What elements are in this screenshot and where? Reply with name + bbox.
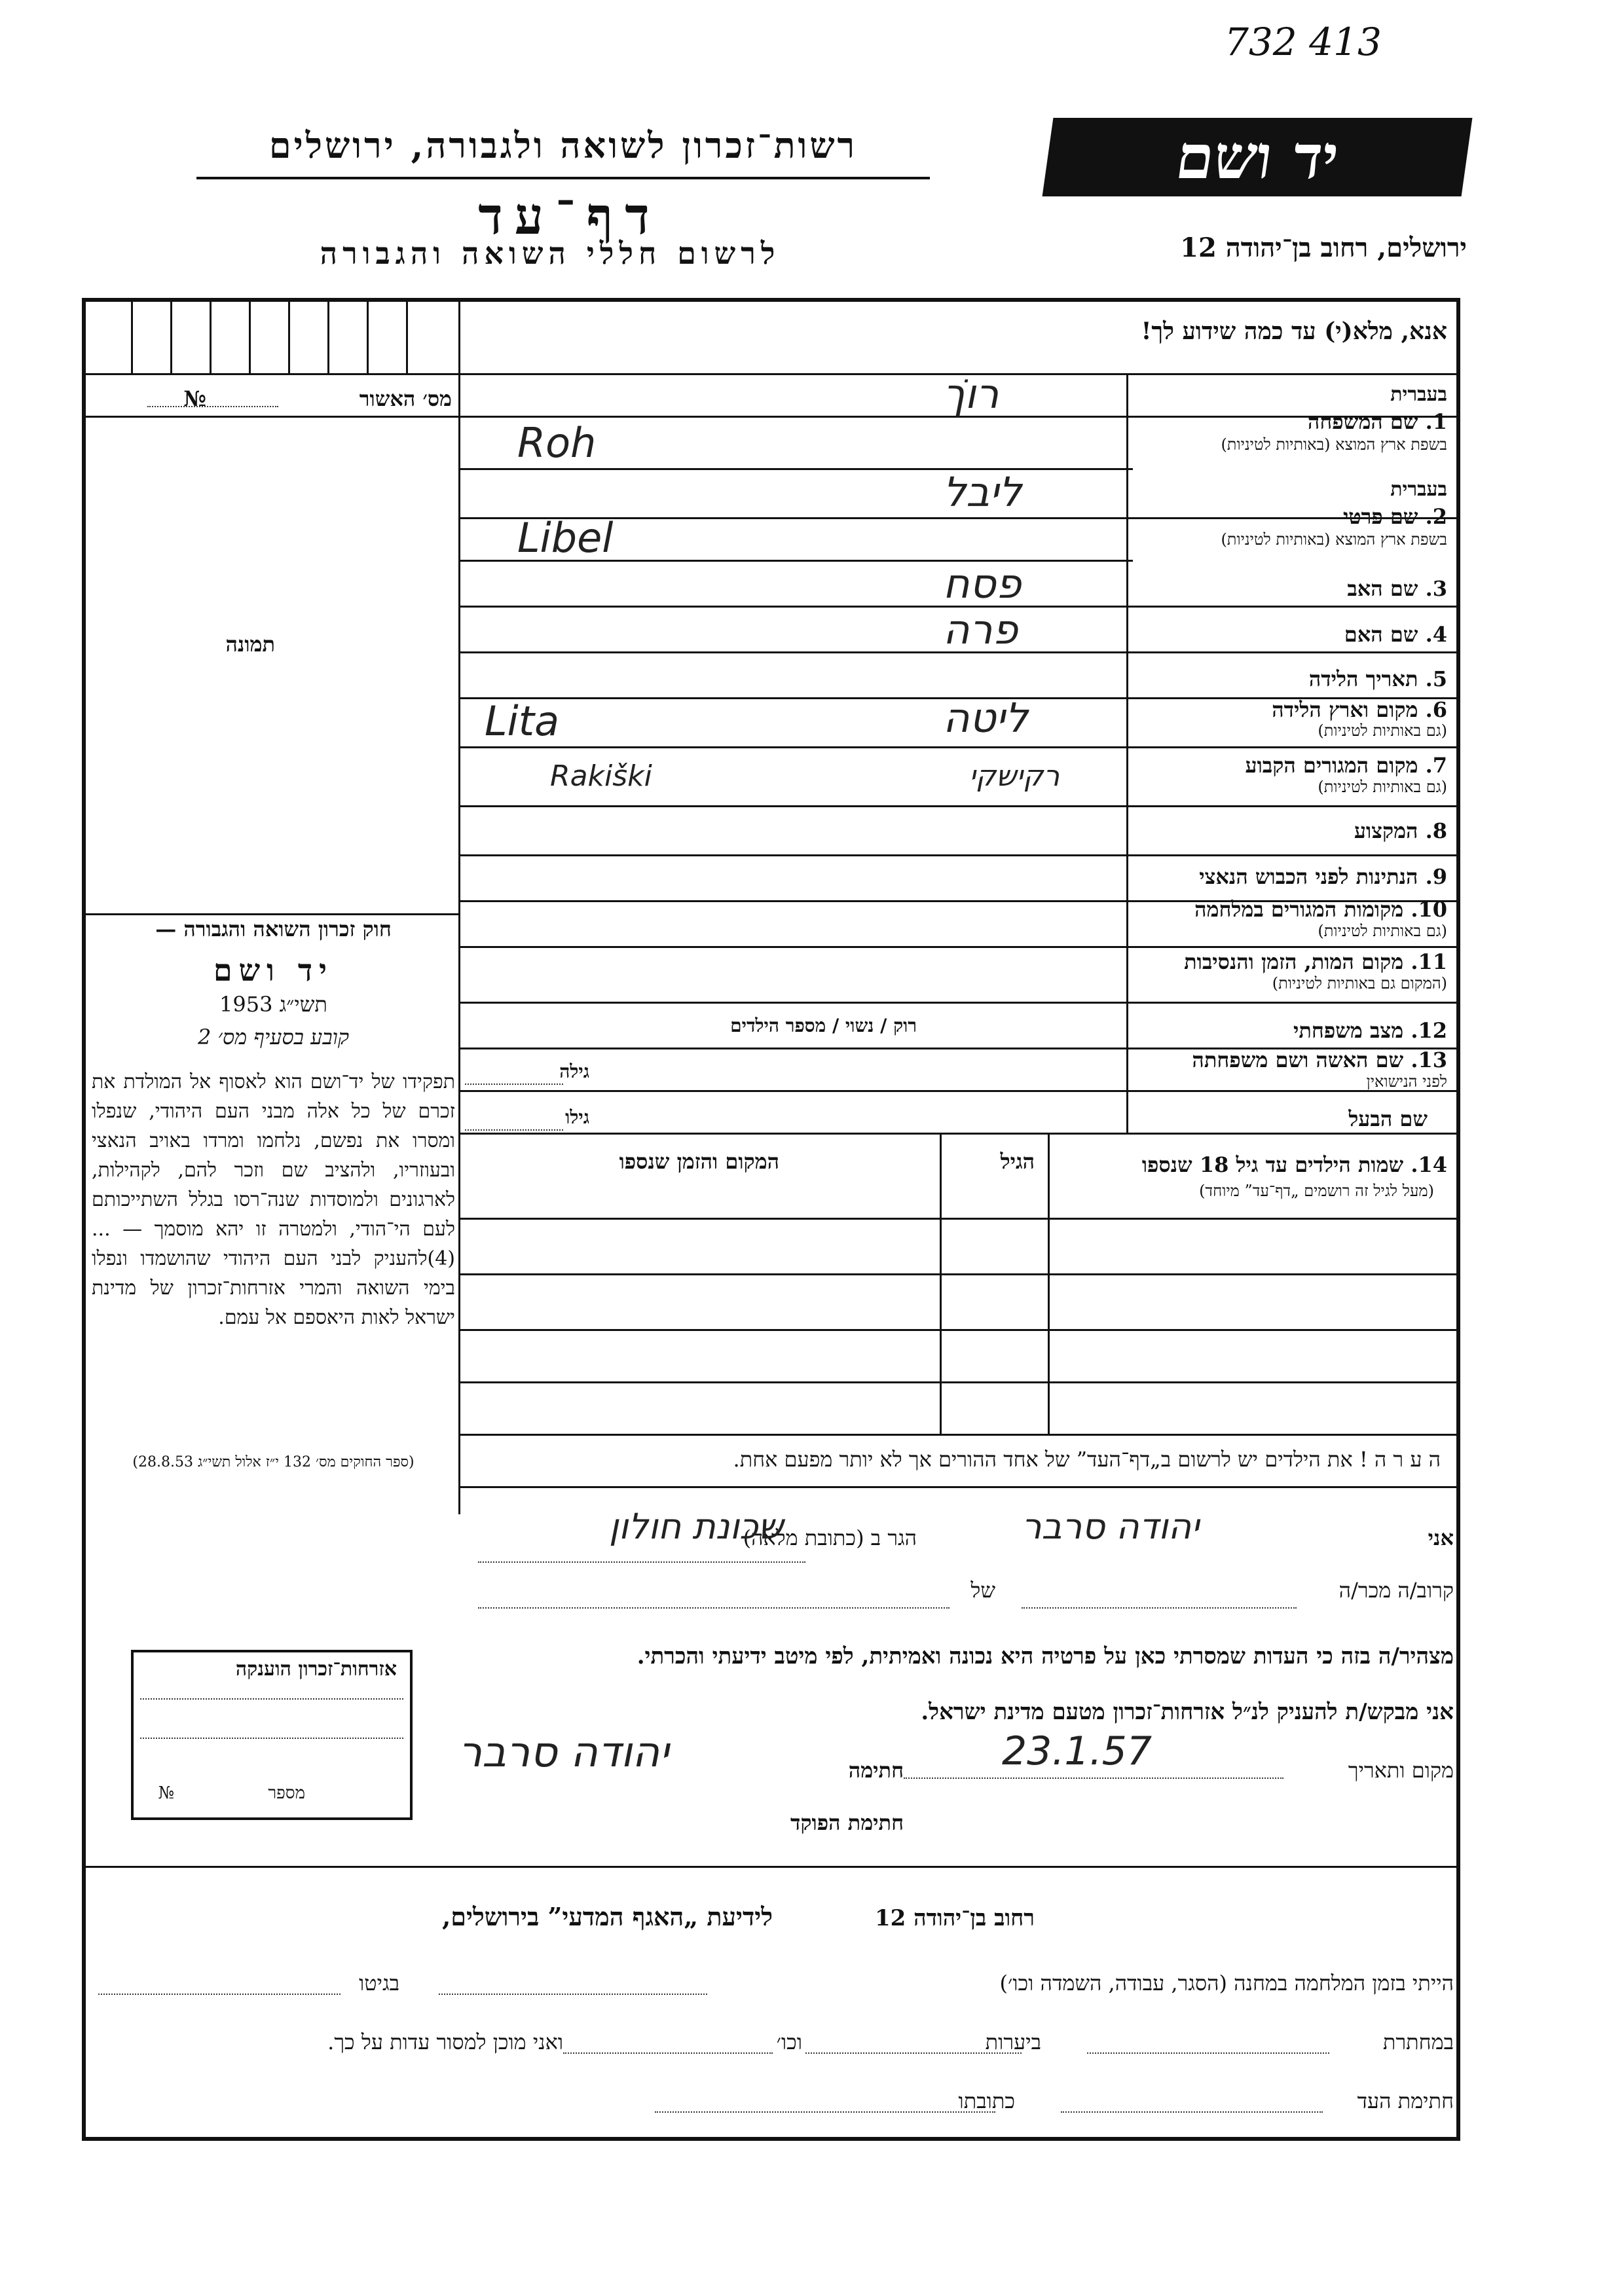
- mother-name: פרה: [943, 606, 1018, 653]
- field-13-note: לפני הנישואין: [1366, 1072, 1447, 1091]
- box-divider: [131, 300, 133, 373]
- field-2-note: בשפת ארץ המוצא (באותיות לטיניות): [1221, 530, 1447, 549]
- footer-witness-sig: חתימת העד: [1357, 2088, 1454, 2113]
- field-13-label: 13. שם האשה ושם משפחתה: [1192, 1048, 1447, 1072]
- yad-vashem-logo: יד ושם: [1043, 118, 1473, 196]
- field-4-label: 4. שם האם: [1344, 622, 1447, 647]
- field-9-label: 9. הנתינות לפני הכבוש הנאצי: [1199, 864, 1447, 889]
- marital-status-options: רוק / נשוי / מספר הילדים: [730, 1015, 917, 1036]
- instruction-text: אנא, מלא(י) עד כמה שידוע לך!: [1141, 318, 1447, 345]
- top-strip-line: [84, 373, 1458, 375]
- box-divider: [367, 300, 369, 373]
- footer-address: רחוב בן־יהודה 12: [874, 1905, 1035, 1931]
- children-note: (מעל לגיל זה רושמים „דף־עד” מיוחד): [1199, 1182, 1434, 1200]
- forests-field[interactable]: [805, 2052, 1022, 2054]
- children-label: 14. שמות הילדים עד גיל 18 שנספו: [1141, 1152, 1447, 1177]
- law-citation: (ספר החוקים מס׳ 132 י״ז אלול תשי״ג 28.8.53): [132, 1454, 415, 1470]
- row-line: [458, 746, 1460, 748]
- approval-no-label: מס׳ האשור: [359, 386, 452, 411]
- declaration-text: מצהיר/ה בזה כי העדות שמסרתי כאן על פרטיה היא נכונה ואמיתית, לפי מיטב ידיעתי והכרתי.: [637, 1643, 1454, 1669]
- firstname-hebrew: ליבל: [943, 468, 1022, 516]
- age-m-label: גילו: [565, 1106, 589, 1128]
- box-divider: [288, 300, 290, 373]
- children-age-col: הגיל: [1000, 1149, 1035, 1174]
- footer-willing: ואני מוכן למסור עדות על כך.: [327, 2030, 563, 2054]
- header-address: ירושלים, רחוב בן־יהודה 12: [1180, 232, 1467, 263]
- witness-address-field[interactable]: [655, 2111, 995, 2113]
- row-line: [458, 1133, 1460, 1135]
- row-line: [458, 805, 1460, 807]
- birthplace-hebrew: ליטה: [943, 694, 1028, 742]
- surname-latin: Roh: [517, 419, 597, 467]
- box-divider: [249, 300, 251, 373]
- reference-number: 732 413: [1225, 20, 1382, 64]
- firstname-latin: Libel: [517, 514, 614, 562]
- field-8-label: 8. המקצוע: [1354, 818, 1447, 843]
- residence-latin: Rakiški: [550, 759, 652, 793]
- children-row-line: [458, 1381, 1460, 1383]
- of-field[interactable]: [478, 1607, 950, 1609]
- footer-witness-address: כתובתו: [958, 2088, 1015, 2113]
- remark-line: [458, 1486, 1460, 1488]
- label-column-divider: [1126, 373, 1128, 1133]
- field-2-hebrew-note: בעברית: [1390, 478, 1447, 501]
- children-col-divider: [940, 1133, 942, 1434]
- children-place-col: המקום והזמן שנספו: [619, 1149, 779, 1174]
- camp-field[interactable]: [439, 1994, 707, 1995]
- box-divider: [406, 300, 408, 373]
- surname-hebrew: רוֹך: [943, 370, 999, 418]
- law-text: תפקידו של יד־ושם הוא לאסוף אל המולדת את זכרם של כל אלה מבני העם היהודי, שנפלו ומסרו את נפשם, נלחמו ומרדו באויב הנאצי ובעוזריו, ולהציב שם וזכר להם, לקהילות, לארגונים ולמוסדות שנה־רסו בגלל השתייכותם לעם הי־הודי, ולמטרה זו יהא מוסמך — ...(4)להעניק לבני העם היהודי שהושמדו ונפלו בימי השואה והמרי אזרחות־זכרון של מדינת ישראל לאות היאספם אל עמם.: [92, 1070, 455, 1329]
- father-name: פסח: [943, 560, 1022, 608]
- underground-field[interactable]: [1087, 2052, 1329, 2054]
- witness-sig-field[interactable]: [1061, 2111, 1323, 2113]
- photo-top-line: [84, 416, 458, 418]
- left-column-divider: [458, 300, 460, 1514]
- field-7-note: (גם באותיות לטיניות): [1318, 778, 1447, 796]
- age-f-field[interactable]: [465, 1084, 563, 1085]
- signature-label: חתימה: [848, 1758, 904, 1783]
- form-subtitle: לרשום חללי השואה והגבורה: [320, 236, 781, 271]
- relation-field[interactable]: [1022, 1607, 1297, 1609]
- footer-heading: לידיעת „האגף המדעי” בירושלים,: [442, 1902, 773, 1931]
- citizenship-box: [131, 1650, 413, 1820]
- law-year: תשי״ג 1953: [219, 992, 327, 1017]
- box-divider: [170, 300, 172, 373]
- place-date-field[interactable]: [904, 1777, 1283, 1779]
- footer-line1: הייתי בזמן המלחמה במחנה (הסגר, עבודה, השמדה וכו׳): [999, 1971, 1454, 1995]
- field-6-label: 6. מקום וארץ הלידה: [1272, 697, 1447, 722]
- field-1-note: בשפת ארץ המוצא (באותיות לטיניות): [1221, 435, 1447, 454]
- photo-label: תמונה: [225, 632, 275, 657]
- declarant-address-field[interactable]: [478, 1561, 805, 1563]
- age-f-label: גילה: [559, 1061, 589, 1082]
- authority-name: רשות־זכרון לשואה ולגבורה, ירושלים: [268, 124, 858, 166]
- footer-ghetto: בגיטו: [359, 1971, 399, 1995]
- field-2-label: 2. שם פרטי: [1342, 504, 1447, 529]
- place-date-label: מקום ותאריך: [1348, 1758, 1454, 1783]
- children-row-line: [458, 1434, 1460, 1436]
- footer-divider: [84, 1866, 1458, 1868]
- field-6-note: (גם באותיות לטיניות): [1318, 721, 1447, 740]
- approval-no-field[interactable]: [147, 406, 278, 407]
- footer-underground: במחתרת: [1382, 2030, 1454, 2054]
- citizenship-line: [140, 1698, 403, 1700]
- official-signature-label: חתימת הפוקד: [790, 1810, 904, 1835]
- field-10-label: 10. מקומות המגורים במלחמה: [1194, 897, 1447, 922]
- request-text: אני מבקש/ת להעניק לנ״ל אזרחות־זכרון מטעם מדינת ישראל.: [921, 1699, 1454, 1725]
- citizenship-box-title: אזרחות־זכרון הוענקה: [235, 1658, 397, 1681]
- row-line: [458, 854, 1460, 856]
- relation-label: קרוב/ה מכר/ה: [1338, 1578, 1454, 1603]
- field-10-note: (גם באותיות לטיניות): [1318, 922, 1447, 940]
- date-value: 23.1.57: [1002, 1728, 1153, 1774]
- field-5-label: 5. תאריך הלידה: [1308, 666, 1447, 691]
- children-row-line: [458, 1218, 1460, 1220]
- residence-hebrew: רקישקי: [969, 759, 1060, 793]
- header-rule: [196, 177, 930, 179]
- approval-no-symbol: №: [183, 386, 206, 411]
- field-1-label: 1. שם המשפחה: [1307, 409, 1447, 434]
- husband-label: שם הבעל: [1348, 1106, 1428, 1131]
- field-3-label: 3. שם האב: [1347, 576, 1447, 601]
- of-label: של: [970, 1578, 995, 1603]
- children-col-divider: [1048, 1133, 1050, 1434]
- birthplace-latin: Lita: [485, 697, 560, 745]
- declarant-ani: אני: [1428, 1525, 1454, 1550]
- signature-value: יהודה סרבר: [458, 1728, 669, 1777]
- row-line: [458, 1002, 1460, 1004]
- box-divider: [210, 300, 212, 373]
- row-line: [458, 468, 1133, 470]
- field-11-label: 11. מקום המות, הזמן והנסיבות: [1184, 949, 1447, 974]
- law-clause: קובע בסעיף מס׳ 2: [198, 1025, 349, 1049]
- row-line: [458, 946, 1460, 948]
- citizenship-number-label: מספר: [268, 1783, 305, 1803]
- law-title: חוק זכרון השואה והגבורה —: [155, 917, 392, 941]
- form-title: דף־עד: [478, 187, 661, 246]
- declarant-resides-label: הגר ב (כתובת מלאה): [743, 1525, 917, 1550]
- box-divider: [327, 300, 329, 373]
- children-row-line: [458, 1273, 1460, 1275]
- footer-etc: וכו׳: [776, 2030, 802, 2054]
- field-1-hebrew-note: בעברית: [1390, 383, 1447, 406]
- field-12-label: 12. מצב משפחתי: [1293, 1018, 1447, 1043]
- row-line: [458, 1090, 1460, 1092]
- children-row-line: [458, 1329, 1460, 1331]
- field-7-label: 7. מקום המגורים הקבוע: [1245, 753, 1447, 778]
- footer-forests: ביערות: [985, 2030, 1041, 2054]
- citizenship-line: [140, 1738, 403, 1739]
- ghetto-field[interactable]: [98, 1994, 341, 1995]
- declarant-address: שכונת חולון: [609, 1506, 783, 1547]
- remark-text: ה ע ר ה ! את הילדים יש לרשום ב„דף־העד” של אחד ההורים אך לא יותר מפעם אחת.: [733, 1447, 1441, 1472]
- field-11-note: (המקום גם באותיות לטיניות): [1272, 974, 1447, 993]
- etc-field[interactable]: [563, 2052, 773, 2054]
- law-name: יד ושם: [213, 953, 334, 988]
- photo-bottom-line: [84, 913, 458, 915]
- age-m-field[interactable]: [465, 1129, 563, 1131]
- citizenship-no-symbol: №: [158, 1783, 174, 1803]
- declarant-name: יהודה סרבר: [1022, 1506, 1200, 1547]
